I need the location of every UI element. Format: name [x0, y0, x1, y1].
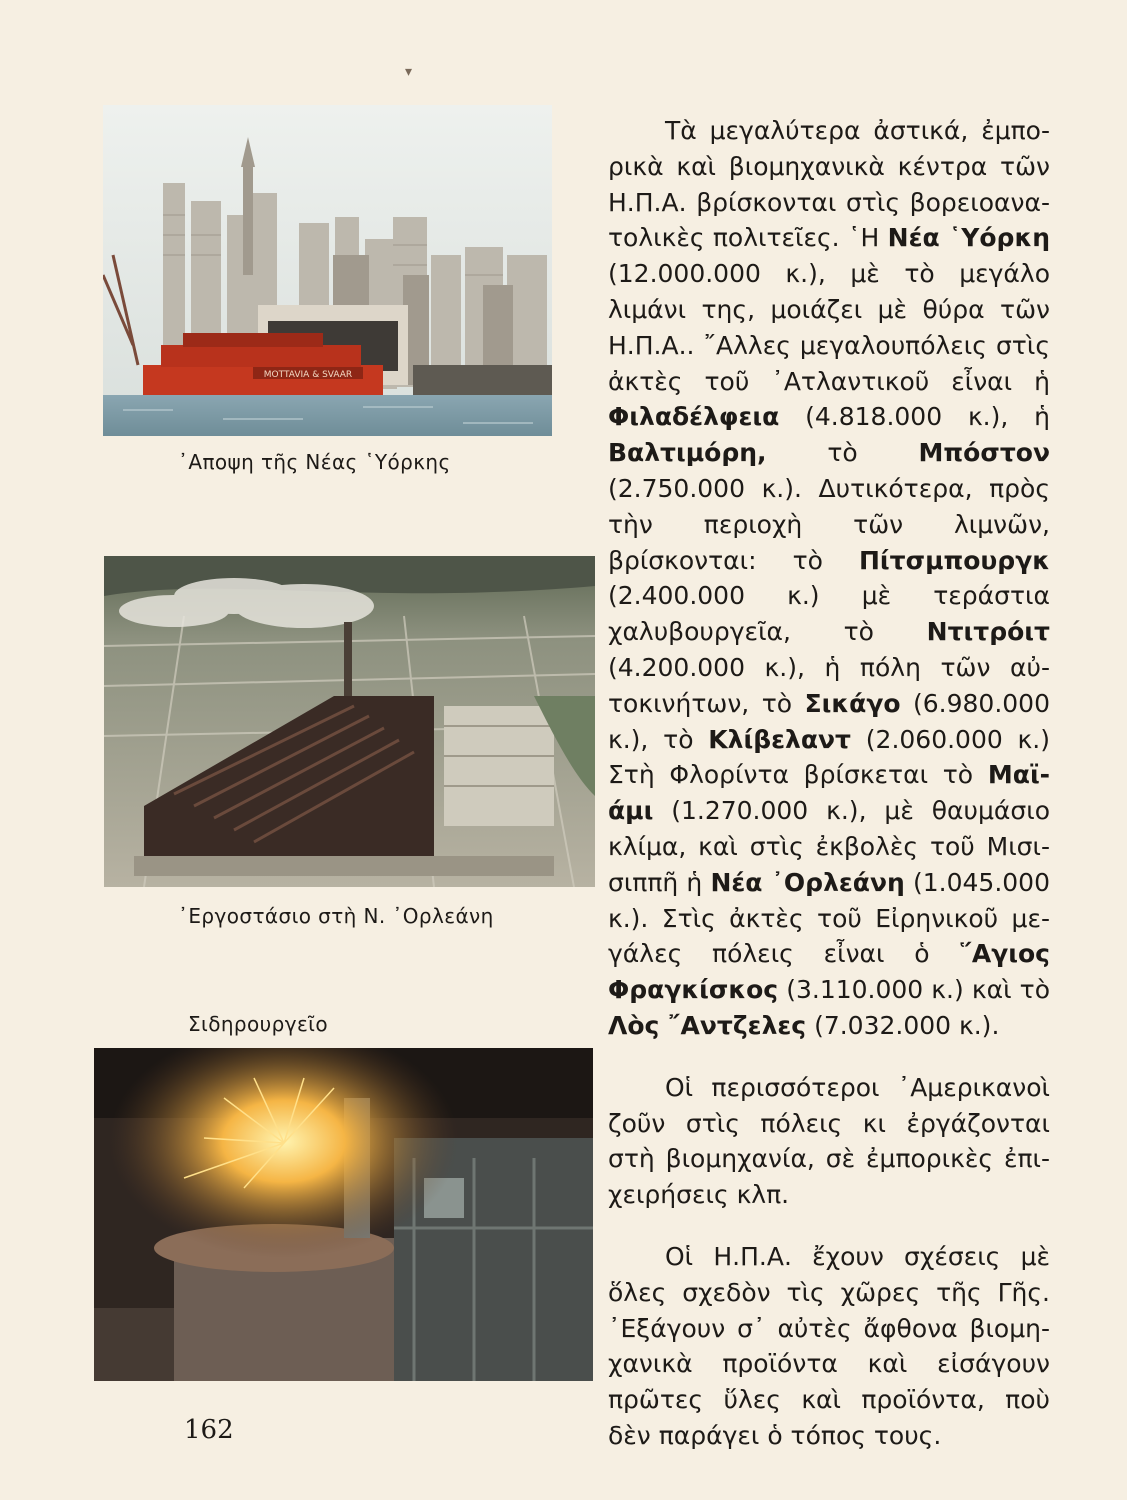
text-run: (2.750.000 κ.). Δυτικότερα, πρὸς τὴν περιοχὴ τῶν λιμνῶν, βρίσκονται: τὸ — [608, 473, 1050, 575]
text-run: (1.270.000 κ.), μὲ θαυμάσιο κλίμα, καὶ στὶς ἐκβολὲς τοῦ Μισισιππῆ ἡ — [608, 796, 1050, 897]
text-run: (2.060.000 κ.) Στὴ Φλορίντα βρίσκεται τὸ — [608, 724, 1050, 790]
paragraph — [608, 113, 1050, 1044]
place-name: Πίτσμπουργκ — [858, 545, 1050, 575]
steelworks-photo — [94, 1048, 593, 1381]
place-name: Λὸς ῎Αντζελες — [608, 1010, 807, 1040]
text-run: (12.000.000 κ.), μὲ τὸ μεγάλο λιμάνι της, μοιάζει μὲ θύρα τῶν Η.Π.Α.. ῎Αλλες μεγαλουπόλεις στὶς ἀκτὲς τοῦ ᾽Ατλαντικοῦ εἶναι ἡ — [608, 259, 1050, 396]
place-name: Νέα ᾽Ορλεάνη — [710, 867, 905, 897]
place-name: Βαλτιμόρη, — [608, 438, 767, 468]
place-name: Σικάγο — [804, 688, 901, 718]
text-run: τὸ — [766, 438, 919, 468]
text-run: (4.818.000 κ.), ἡ — [779, 402, 1050, 432]
ship-sign: MOTTAVIA & SVAAR — [263, 370, 353, 380]
place-name: Μπόστον — [918, 438, 1050, 468]
photo-caption-factory: ᾽Εργοστάσιο στὴ Ν. ᾽Ορλεάνη — [178, 904, 494, 928]
text-run: (2.400.000 κ.) μὲ τεράστια χαλυβουργεῖα, τὸ — [608, 581, 1050, 647]
new-york-harbor-photo — [103, 105, 552, 436]
place-name: Φιλαδέλφεια — [608, 402, 780, 432]
place-name: Νέα ῾Υόρκη — [887, 223, 1050, 253]
text-run: Οἱ Η.Π.Α. ἔχουν σχέσεις μὲ ὅλες σχεδὸν τὶς χῶρες τῆς Γῆς. ᾽Εξάγουν σ᾽ αὐτὲς ἄφθονα βιομηχανικὰ προϊόντα καὶ εἰσάγουν πρῶτες ὕλες καὶ προϊόντα, ποὺ δὲν παράγει ὁ τόπος τους. — [608, 1241, 1050, 1450]
text-run: (4.200.000 κ.), ἡ πόλη τῶν αὐτοκινήτων, τὸ — [608, 652, 1050, 718]
paragraph — [608, 1239, 1050, 1454]
factory-aerial-photo — [104, 556, 595, 887]
factory-aerial-icon — [104, 556, 595, 887]
place-name: Μαϊάμι — [608, 760, 1050, 826]
paragraph — [608, 1070, 1050, 1213]
new-york-harbor-icon — [103, 105, 552, 436]
text-run: Οἱ περισσότεροι ᾽Αμερικανοὶ ζοῦν στὶς πόλεις κι ἐργάζονται στὴ βιομηχανία, σὲ ἐμπορικὲς ἐπιχειρήσεις κλπ. — [608, 1072, 1050, 1210]
steelworks-icon — [94, 1048, 593, 1381]
place-name: Ντιτρόιτ — [926, 617, 1050, 647]
text-run: (1.045.000 κ.). Στὶς ἀκτὲς τοῦ Εἰρηνικοῦ μεγάλες πόλεις εἶναι ὁ — [608, 867, 1050, 969]
text-run: Τὰ μεγαλύτερα ἀστικά, ἐμπορικὰ καὶ βιομηχανικὰ κέντρα τῶν Η.Π.Α. βρίσκονται στὶς βορειοανατολικὲς πολιτεῖες. ῾Η — [608, 116, 1050, 253]
body-text — [608, 113, 1050, 1454]
print-mark: ▾ — [405, 64, 413, 80]
page-number: 162 — [184, 1415, 234, 1445]
place-name: Κλίβελαντ — [708, 724, 852, 754]
text-run: (3.110.000 κ.) καὶ τὸ — [778, 975, 1050, 1005]
place-name: ῞Αγιος Φραγκίσκος — [608, 939, 1050, 1005]
photo-caption-new-york: ᾽Αποψη τῆς Νέας ῾Υόρκης — [178, 450, 451, 474]
text-run: (6.980.000 κ.), τὸ — [608, 688, 1050, 754]
text-run: (7.032.000 κ.). — [806, 1010, 1000, 1040]
photo-caption-steelworks: Σιδηρουργεῖο — [188, 1012, 328, 1036]
